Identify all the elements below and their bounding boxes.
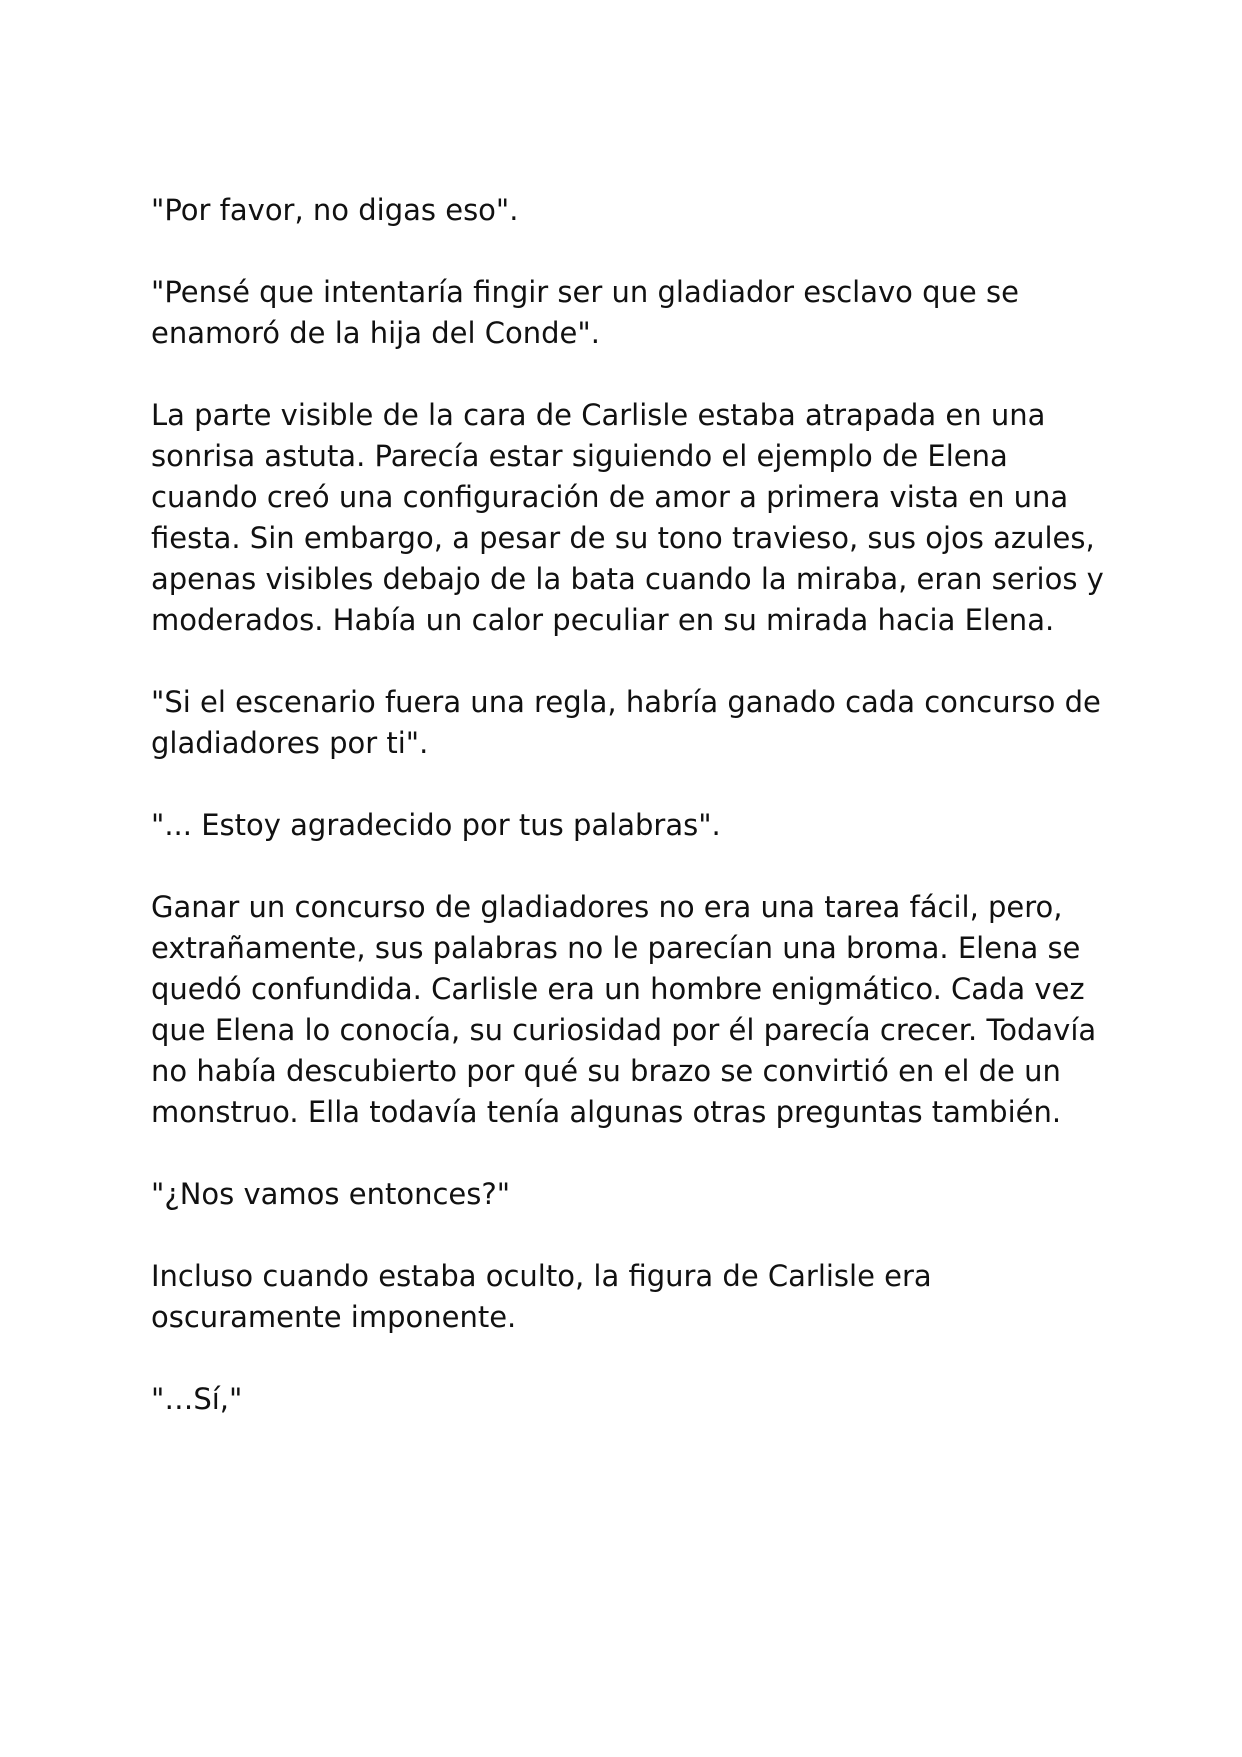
paragraph-8: Incluso cuando estaba oculto, la figura de Carlisle era oscuramente imponente. (151, 1259, 932, 1334)
paragraph-5: "... Estoy agradecido por tus palabras". (151, 808, 721, 842)
document-body (151, 190, 1111, 1461)
paragraph-7: "¿Nos vamos entonces?" (151, 1177, 511, 1211)
paragraph-3: La parte visible de la cara de Carlisle estaba atrapada en una sonrisa astuta. Parecía estar siguiendo el ejemplo de Elena cuando creó una configuración de amor a primera vista en una fiesta. Sin embargo, a pesar de su tono travieso, sus ojos azules, apenas visibles debajo de la bata cuando la miraba, eran serios y moderados. Había un calor peculiar en su mirada hacia Elena. (151, 398, 1104, 637)
paragraph-2: "Pensé que intentaría fingir ser un gladiador esclavo que se enamoró de la hija del Conde". (151, 275, 1019, 350)
paragraph-6: Ganar un concurso de gladiadores no era una tarea fácil, pero, extrañamente, sus palabras no le parecían una broma. Elena se quedó confundida. Carlisle era un hombre enigmático. Cada vez que Elena lo conocía, su curiosidad por él parecía crecer. Todavía no había descubierto por qué su brazo se convirtió en el de un monstruo. Ella todavía tenía algunas otras preguntas también. (151, 890, 1097, 1129)
paragraph-4: "Si el escenario fuera una regla, habría ganado cada concurso de gladiadores por ti". (151, 685, 1101, 760)
paragraph-1: "Por favor, no digas eso". (151, 193, 519, 227)
paragraph-9: "…Sí," (151, 1382, 243, 1416)
